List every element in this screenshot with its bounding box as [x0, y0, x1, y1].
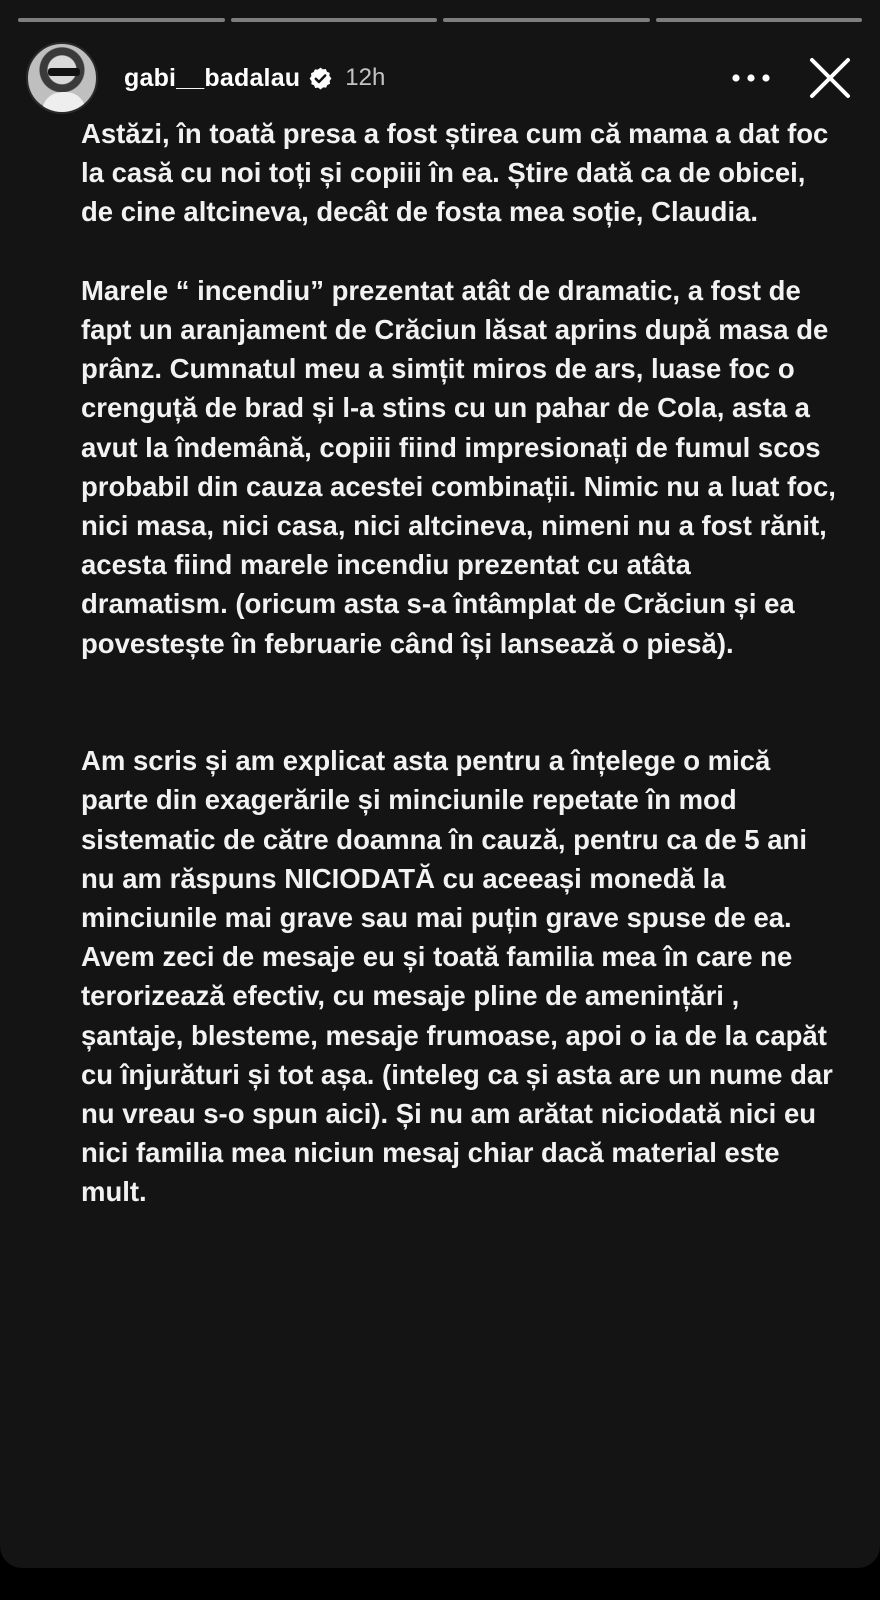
username[interactable]: gabi__badalau: [124, 63, 301, 92]
story-paragraph: Astăzi, în toată presa a fost știrea cum că mama a dat foc la casă cu noi toți și copiii în ea. Știre dată ca de obicei, de cine altcineva, decât de fosta mea soție, Claudia.: [81, 118, 829, 228]
progress-segment: [18, 18, 225, 22]
avatar-glasses: [48, 68, 80, 76]
close-icon[interactable]: [806, 54, 854, 102]
progress-segment: [443, 18, 650, 22]
progress-segment: [656, 18, 863, 22]
avatar-body: [42, 92, 86, 114]
more-options-icon[interactable]: [726, 58, 776, 98]
story-paragraph: Am scris și am explicat asta pentru a înțelege o mică parte din exagerările și minciunile repetate în mod sistematic de către doamna în cauză, pentru ca de 5 ani nu am răspuns NICIODATĂ cu aceeași monedă la minciunile mai grave sau mai puțin grave spuse de ea. Avem zeci de mesaje eu și toată familia mea în care ne terorizează efectiv, cu mesaje pline de amenințări , șantaje, blesteme, mesaje frumoase, apoi o ia de la capăt cu înjurături și tot așa. (inteleg ca și asta are un nume dar nu vreau s-o spun aici). Și nu am arătat niciodată nici eu nici familia mea niciun mesaj chiar dacă material este mult.: [81, 745, 833, 1208]
story-progress-bar: [18, 18, 862, 22]
story-header: [26, 42, 854, 114]
story-text: [81, 114, 841, 1212]
progress-segment: [231, 18, 438, 22]
story-paragraph: Marele “ incendiu” prezentat atât de dramatic, a fost de fapt un aranjament de Crăciun lăsat aprins după masa de prânz. Cumnatul meu a simțit miros de ars, luase foc o crenguță de brad și l-a stins cu un pahar de Cola, asta a avut la îndemână, copiii fiind impresionați de fumul scos probabil din cauza acestei combinații. Nimic nu a luat foc, nici masa, nici casa, nici altcineva, nimeni nu a fost rănit, acesta fiind marele incendiu prezentat cu atâta dramatism. (oricum asta s-a întâmplat de Crăciun și ea povestește în februarie când își lansează o piesă).: [81, 274, 836, 659]
verified-badge-icon: [308, 66, 333, 91]
post-time: 12h: [345, 64, 386, 91]
avatar[interactable]: [26, 42, 98, 114]
